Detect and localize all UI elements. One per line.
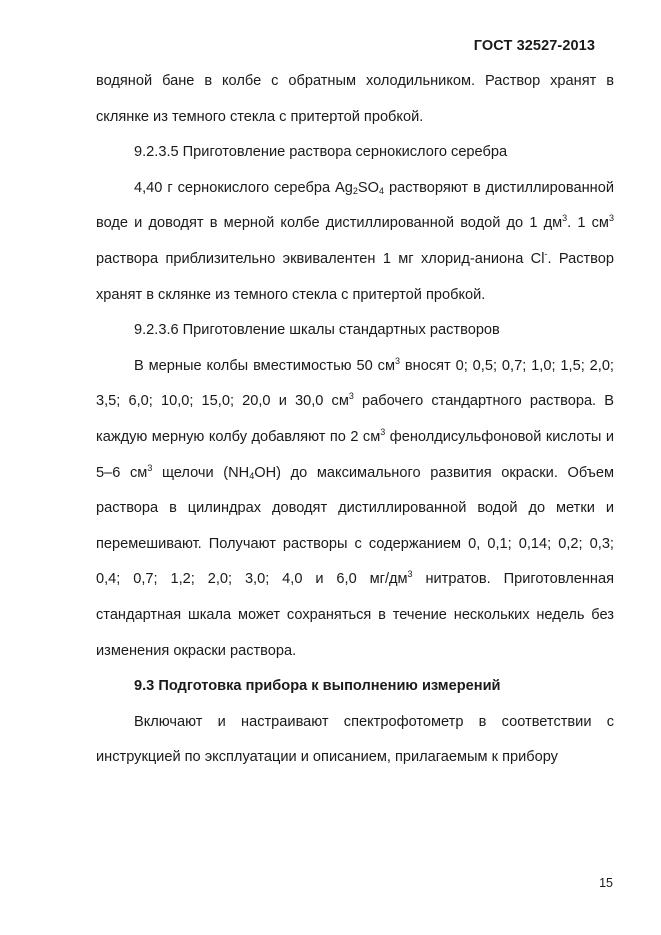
- paragraph-instrument-setup: Включают и настраивают спектрофотометр в соответствии с инструкцией по эксплуатации и описанием, прилагаемым к прибору: [96, 713, 614, 766]
- standard-number: ГОСТ 32527-2013: [473, 38, 595, 54]
- section-9-2-3-5-title: 9.2.3.5 Приготовление раствора сернокислого серебра: [134, 144, 508, 161]
- paragraph-standard-scale: В мерные колбы вместимостью 50 $см^3$ вносят 0; 0,5; 0,7; 1,0; 1,5; 2,0; 3,5; 6,0; 10,0; 15,0; 20,0 и 30,0 $см^3$ рабочего стандартного раствора. В каждую мерную колбу добавляют по 2 $см^3$ фенолдисульфоновой кислоты и 5–6 $см^3$ щелочи $(NH_4OH)$ до максимального развития окраски. Объем раствора в цилиндрах доводят дистиллированной водой до метки и перемешивают. Получают растворы с содержанием 0, 0,1; 0,14; 0,2; 0,3; 0,4; 0,7; 1,2; 2,0; 3,0; 4,0 и 6,0 $мг/дм^3$ нитратов. Приготовленная стандартная шкала может сохраняться в течение нескольких недель без изменения окраски раствора.: [96, 355, 614, 659]
- page-number: 15: [599, 876, 613, 890]
- paragraph-continuation: водяной бане в колбе с обратным холодильником. Раствор хранят в склянке из темного стекла с притертой пробкой.: [96, 73, 614, 125]
- section-9-3-heading: 9.3 Подготовка прибора к выполнению измерений: [134, 678, 501, 695]
- document-body: [96, 64, 614, 776]
- section-9-2-3-6-title: 9.2.3.6 Приготовление шкалы стандартных растворов: [134, 322, 500, 339]
- paragraph-silver-sulfate: 4,40 г сернокислого серебра $Ag_2SO_4$ растворяют в дистиллированной воде и доводят в мерной колбе дистиллированной водой до 1 $дм^3$. 1 $см^3$ раствора приблизительно эквивалентен 1 мг хлорид-аниона Cl-. Раствор хранят в склянке из темного стекла с притертой пробкой.: [96, 179, 614, 303]
